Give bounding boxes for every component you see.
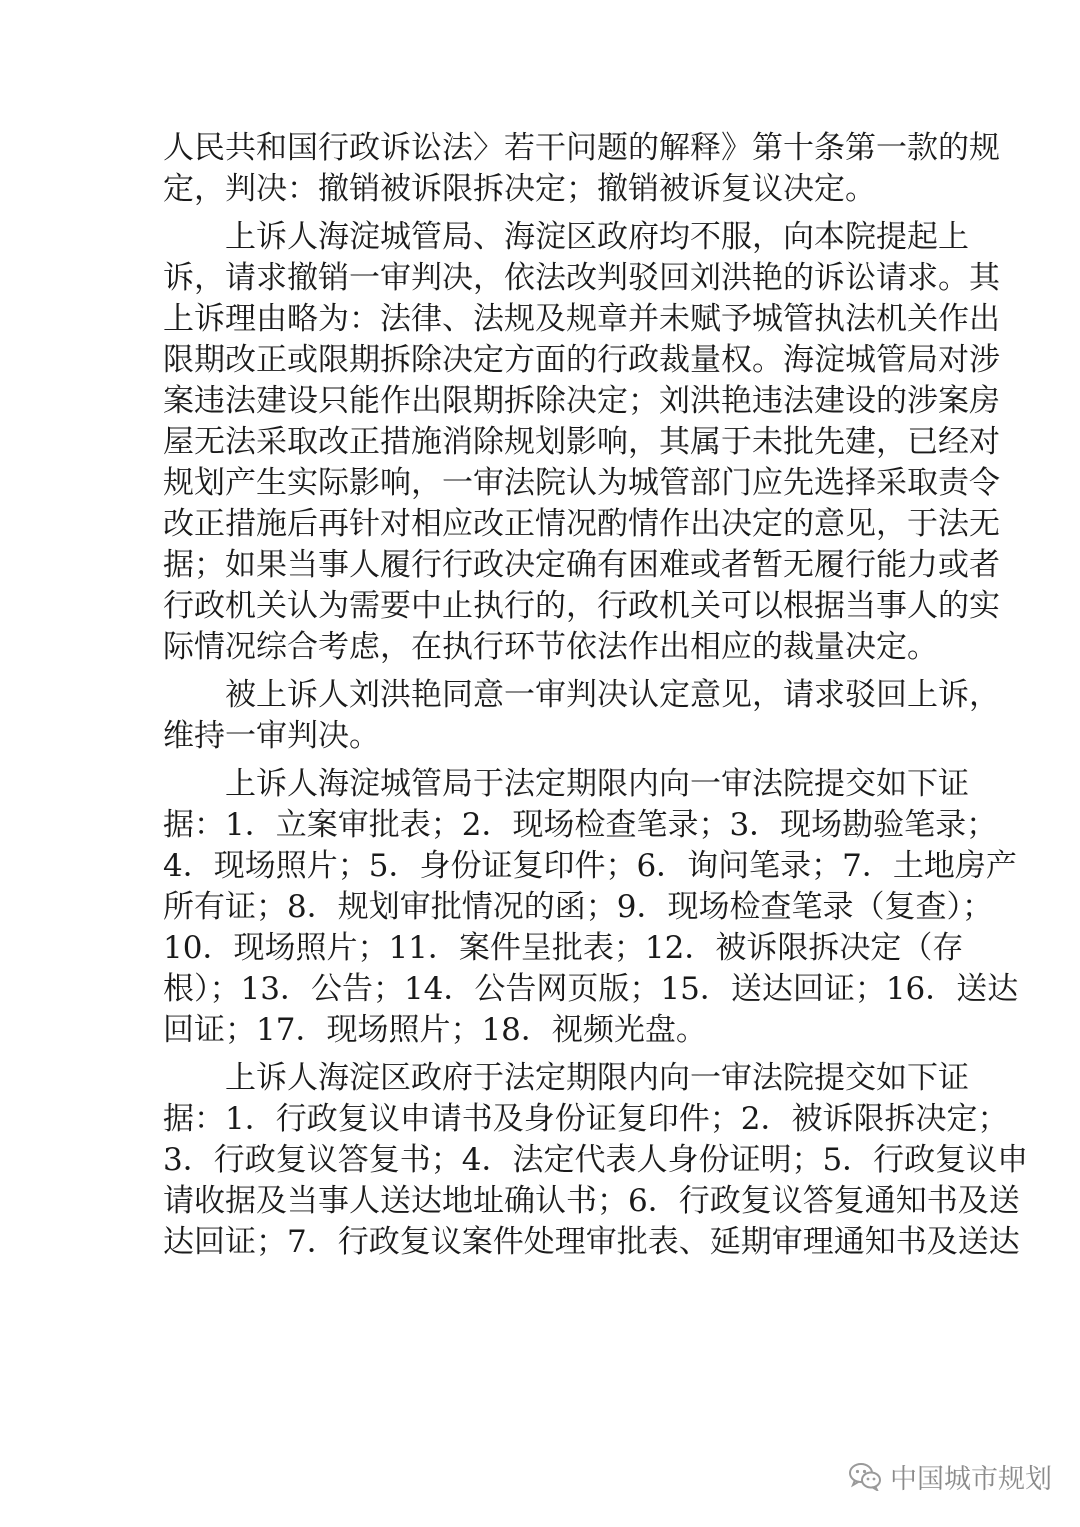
text-line: 4．现场照片；5．身份证复印件；6．询问笔录；7．土地房产	[163, 848, 1017, 884]
paragraph-5	[163, 1058, 1029, 1263]
text-line: 上诉理由略为：法律、法规及规章并未赋予城管执法机关作出	[163, 301, 1000, 337]
paragraph-2	[163, 217, 1000, 668]
text-line: 根）；13．公告；14．公告网页版；15．送达回证；16．送达	[163, 971, 1019, 1007]
text-line: 人民共和国行政诉讼法〉若干问题的解释》第十条第一款的规	[163, 130, 1000, 166]
text-line: 据；如果当事人履行行政决定确有困难或者暂无履行能力或者	[163, 547, 1000, 583]
text-line: 所有证；8．规划审批情况的函；9．现场检查笔录（复查）；	[163, 889, 993, 925]
text-line: 被上诉人刘洪艳同意一审判决认定意见，请求驳回上诉，	[225, 677, 1000, 713]
text-line: 规划产生实际影响，一审法院认为城管部门应先选择采取责令	[163, 465, 1000, 501]
text-line: 定，判决：撤销被诉限拆决定；撤销被诉复议决定。	[163, 171, 876, 207]
wechat-icon	[848, 1461, 882, 1491]
text-line: 际情况综合考虑，在执行环节依法作出相应的裁量决定。	[163, 629, 938, 665]
text-line: 请收据及当事人送达地址确认书；6．行政复议答复通知书及送	[163, 1183, 1020, 1219]
document-body	[163, 128, 1029, 1263]
text-line: 行政机关认为需要中止执行的，行政机关可以根据当事人的实	[163, 588, 1000, 624]
text-line: 达回证；7．行政复议案件处理审批表、延期审理通知书及送达	[163, 1224, 1020, 1260]
text-line: 据：1．立案审批表；2．现场检查笔录；3．现场勘验笔录；	[163, 807, 998, 843]
paragraph-4	[163, 764, 1019, 1051]
text-line: 诉，请求撤销一审判决，依法改判驳回刘洪艳的诉讼请求。其	[163, 260, 1000, 296]
watermark	[848, 1456, 1052, 1496]
paragraph-1	[163, 128, 1000, 210]
text-line: 上诉人海淀区政府于法定期限内向一审法院提交如下证	[225, 1060, 969, 1096]
text-line: 案违法建设只能作出限期拆除决定；刘洪艳违法建设的涉案房	[163, 383, 1000, 419]
text-line: 限期改正或限期拆除决定方面的行政裁量权。海淀城管局对涉	[163, 342, 1000, 378]
text-line: 上诉人海淀城管局、海淀区政府均不服，向本院提起上	[225, 219, 969, 255]
paragraph-3	[163, 675, 1000, 757]
text-line: 据：1．行政复议申请书及身份证复印件；2．被诉限拆决定；	[163, 1101, 1009, 1137]
watermark-text: 中国城市规划	[890, 1463, 1052, 1495]
text-line: 维持一审判决。	[163, 718, 380, 754]
text-line: 10．现场照片；11．案件呈批表；12．被诉限拆决定（存	[163, 930, 964, 966]
text-line: 回证；17．现场照片；18．视频光盘。	[163, 1012, 707, 1048]
text-line: 3．行政复议答复书；4．法定代表人身份证明；5．行政复议申	[163, 1142, 1029, 1178]
text-line: 改正措施后再针对相应改正情况酌情作出决定的意见，于法无	[163, 506, 1000, 542]
text-line: 上诉人海淀城管局于法定期限内向一审法院提交如下证	[225, 766, 969, 802]
text-line: 屋无法采取改正措施消除规划影响，其属于未批先建，已经对	[163, 424, 1000, 460]
